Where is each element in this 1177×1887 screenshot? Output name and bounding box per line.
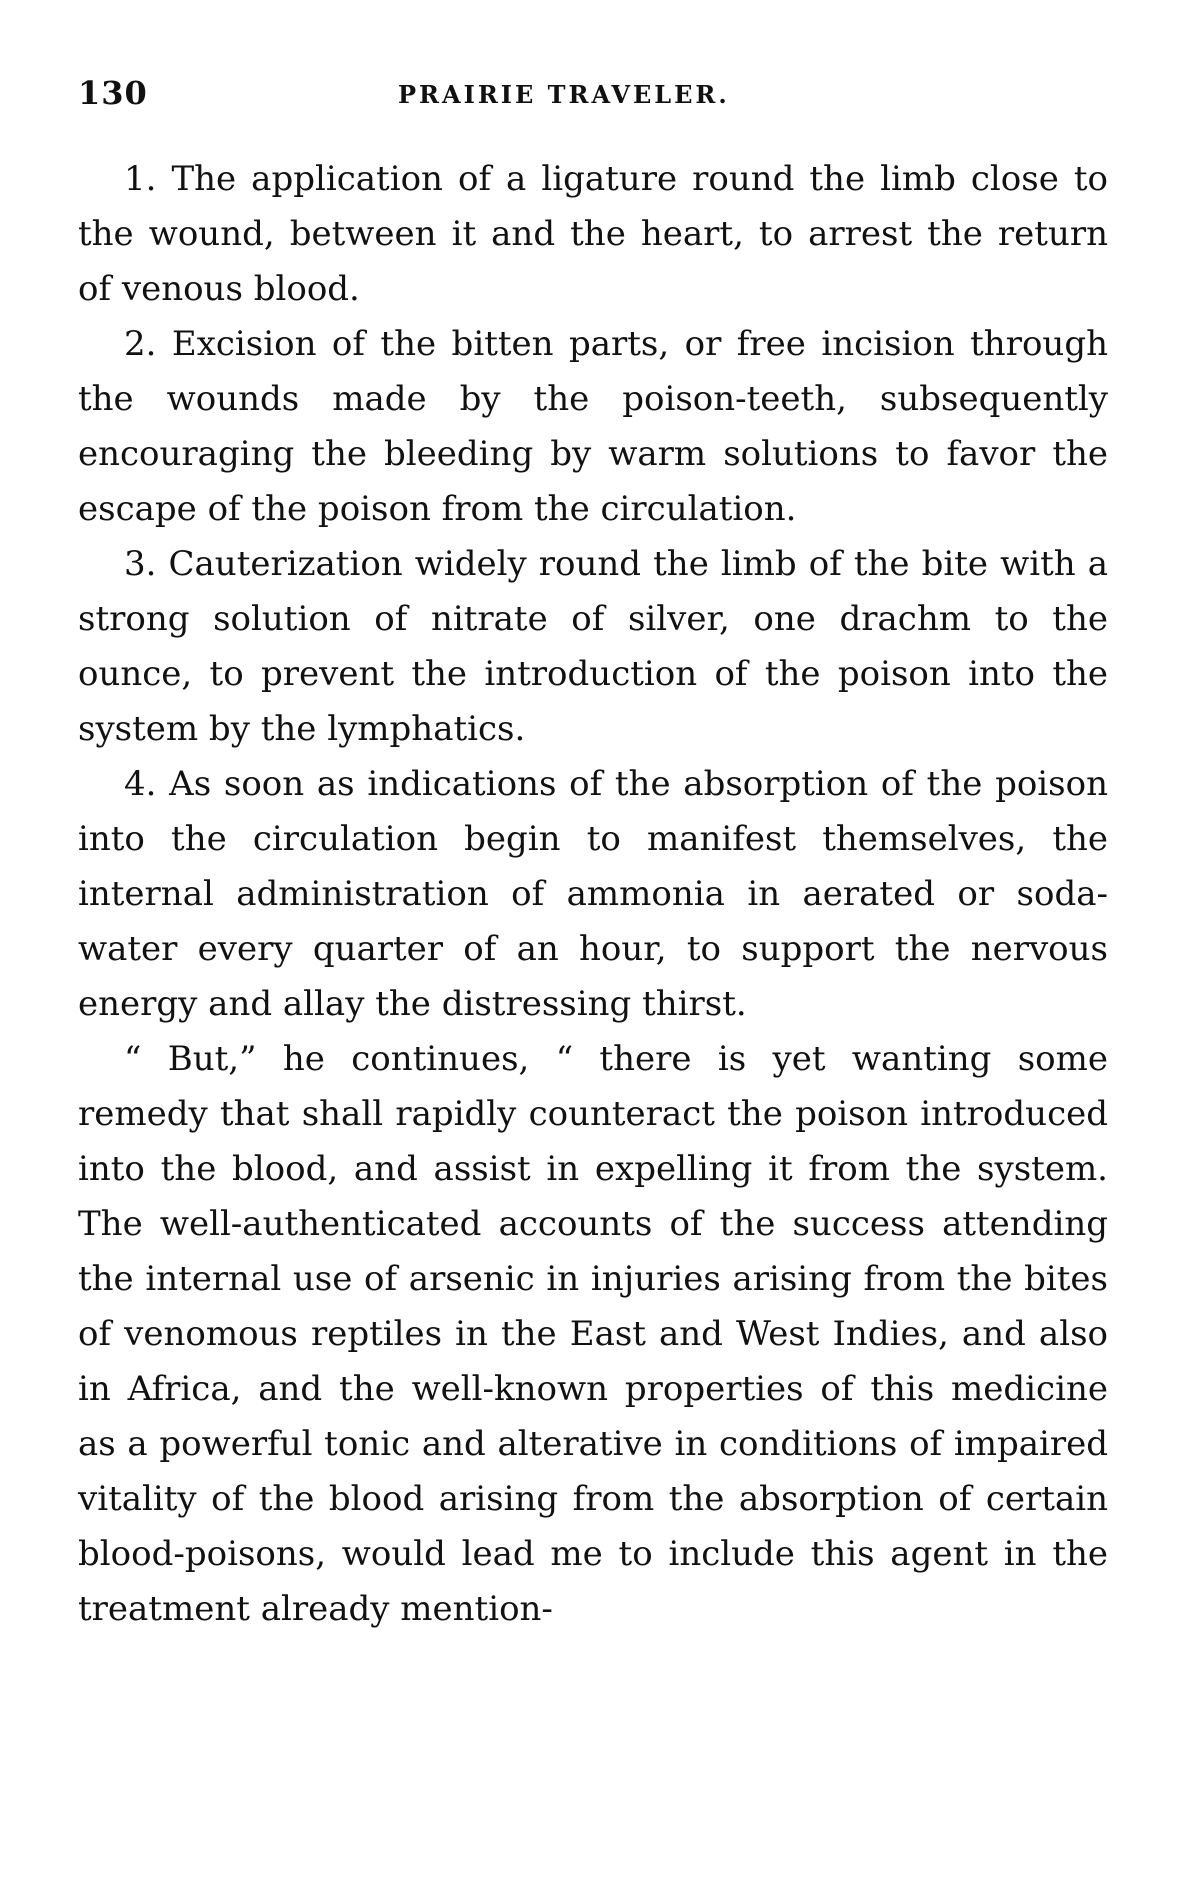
paragraph-cauterization: 3. Cauterization widely round the limb of the bite with a strong solution of nitrate of silver, one drachm to the ounce, to prevent the introduction of the poison into the system by the lymphatics. — [78, 544, 1108, 749]
running-head — [78, 74, 1108, 114]
paragraph-ammonia: 4. As soon as indications of the absorption of the poison into the circulation begin to manifest themselves, the internal administration of ammonia in aerated or soda-water every quarter of an hour, to support the nervous energy and allay the distressing thirst. — [78, 764, 1108, 1024]
paragraph-continues: “ But,” he continues, “ there is yet wanting some remedy that shall rapidly counteract the poison introduced into the blood, and assist in expelling it from the system. The well-authenticated accounts of the success attending the internal use of arsenic in injuries arising from the bites of venomous reptiles in the East and West Indies, and also in Africa, and the well-known properties of this medicine as a powerful tonic and alterative in conditions of impaired vitality of the blood arising from the absorption of certain blood-poisons, would lead me to include this agent in the treatment already mention- — [78, 1039, 1108, 1629]
page-number: 130 — [78, 74, 148, 112]
paragraph-excision: 2. Excision of the bitten parts, or free incision through the wounds made by the poison-teeth, subsequently encouraging the bleeding by warm solutions to favor the escape of the poison from the circulation. — [78, 324, 1108, 529]
body-text — [78, 152, 1108, 1637]
running-title: PRAIRIE TRAVELER. — [398, 80, 730, 109]
paragraph-ligature: 1. The application of a ligature round the limb close to the wound, between it and the heart, to arrest the return of venous blood. — [78, 159, 1108, 309]
